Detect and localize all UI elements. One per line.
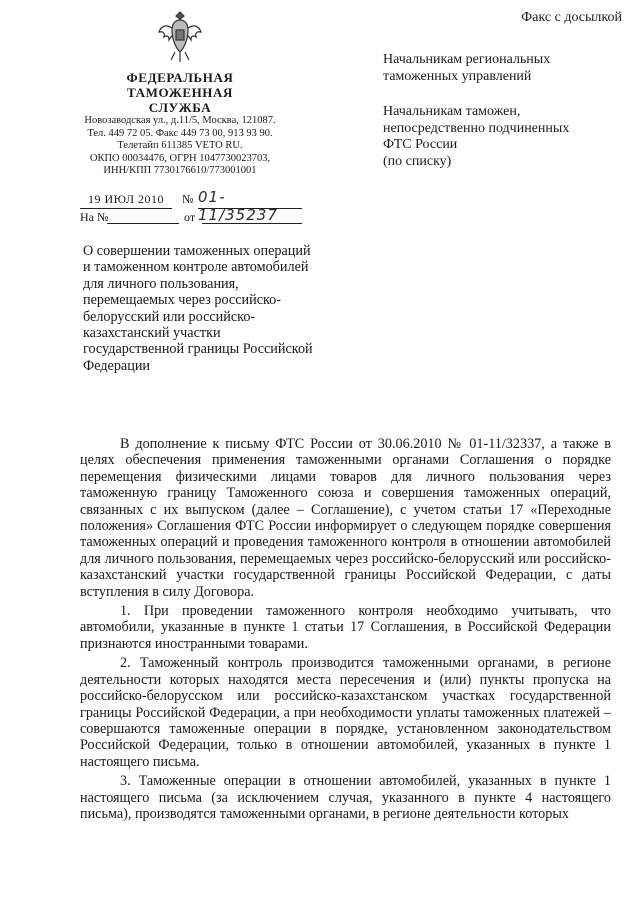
agency-name <box>100 70 260 115</box>
addressee-customs: Начальникам таможен, непосредственно подчиненных ФТС России (по списку) <box>383 104 570 169</box>
document-number: 01-11/35237 <box>198 188 278 224</box>
number-sign: № <box>182 192 194 206</box>
address-line: ОКПО 00034476, ОГРН 1047730023703, <box>89 152 271 164</box>
paragraph-1: 1. При проведении таможенного контроля необходимо учитывать, что автомобили, указанные в пункте 1 статьи 17 Соглашения, в Российской Федерации признаются иностранными товарами. <box>80 603 611 652</box>
letter-body <box>80 436 611 825</box>
fax-note: Факс с досылкой <box>521 10 622 25</box>
reference-date-line <box>202 223 302 224</box>
agency-address <box>50 115 310 178</box>
reference-number-line <box>107 223 179 224</box>
paragraph-3: 3. Таможенные операции в отношении автомобилей, указанных в пункте 1 настоящего письма (за исключением случая, указанного в пункте 4 настоящего письма), производятся таможенными органами, в регионе деятельности которых <box>80 773 611 822</box>
addressee-regional: Начальникам региональных таможенных управлений <box>383 52 551 84</box>
agency-name-line-1: ФЕДЕРАЛЬНАЯ <box>126 70 234 85</box>
reference-from-label: от <box>184 210 196 224</box>
paragraph-2: 2. Таможенный контроль производится таможенными органами, в регионе деятельности которых находятся места пересечения и (или) пункты пропуска на российско-белорусском или российско-казахстанском участках государственной границы Российской Федерации, а при необходимости уплаты таможенных платежей – совершаются таможенные операции в порядке, установленном законодательством Российской Федерации, только в отношении автомобилей, указанных в пункте 1 настоящего письма. <box>80 655 611 770</box>
address-line: ИНН/КПП 7730176610/773001001 <box>103 165 257 176</box>
number-field <box>198 188 302 224</box>
coat-of-arms-icon <box>157 6 203 64</box>
address-line: Новозаводская ул., д.11/5, Москва, 121087. <box>84 115 276 126</box>
document-date: 19 ИЮЛ 2010 <box>87 192 165 206</box>
address-line: Телетайп 611385 VETO RU. <box>117 140 243 151</box>
paragraph-intro: В дополнение к письму ФТС России от 30.06.2010 № 01-11/32337, а также в целях обеспечения применения таможенными органами Соглашения о порядке перемещения физическими лицами товаров для личного пользования через таможенную границу Таможенного союза и совершения таможенных операций, связанных с их выпуском (далее – Соглашение), с учетом статьи 17 «Переходные положения» Соглашения ФТС России информирует о следующем порядке совершения таможенных операций и проведения таможенного контроля в отношении автомобилей для личного пользования, перемещаемых через российско-белорусский или российско-казахстанский участки государственной границы Российской Федерации, с даты вступления в силу Договора. <box>80 436 611 600</box>
date-field <box>80 192 172 209</box>
letter-subject: О совершении таможенных операций и таможенном контроле автомобилей для личного пользования, перемещаемых через российско-белорусский или российско-казахстанский участки государственной границы Российской Федерации <box>83 243 313 374</box>
reference-label: На № <box>80 210 109 224</box>
agency-name-line-2: ТАМОЖЕННАЯ СЛУЖБА <box>127 85 233 115</box>
address-line: Тел. 449 72 05. Факс 449 73 00, 913 93 90. <box>87 127 273 139</box>
